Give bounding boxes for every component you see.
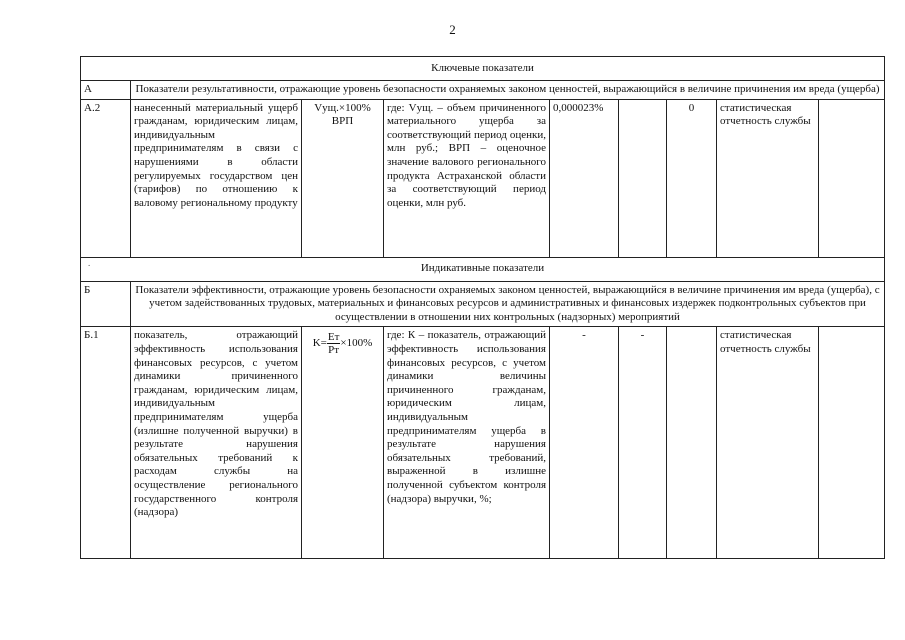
table-row-a2 xyxy=(81,99,885,257)
row-b1-formula-fraction xyxy=(327,331,341,356)
row-b1-formula-lhs: K= xyxy=(312,337,327,350)
group-row-b xyxy=(81,281,885,327)
row-a2-source: статистическая отчетность службы xyxy=(717,99,819,257)
row-a2-name: нанесенный материальный ущерб гражданам, юридическим лицам, индивидуальным предпринимателям в связи с нарушениями в области регулируемых государством цен (тарифов) по отношению к валовому региональному продукту xyxy=(131,99,302,257)
row-b1-formula-tail: ×100% xyxy=(340,337,373,350)
row-a2-formula xyxy=(302,99,384,257)
row-a2-formula-top: Vущ.×100% xyxy=(314,101,371,114)
row-b1-value1: - xyxy=(550,327,619,559)
section-key-title: Ключевые показатели xyxy=(81,57,885,81)
group-a-text: Показатели результативности, отражающие уровень безопасности охраняемых законом ценностей, выражающийся в величине причинения им вреда (ущерба) xyxy=(131,81,885,100)
row-b1-formula xyxy=(302,327,384,559)
row-b1-value2: - xyxy=(619,327,667,559)
row-b1-formula-num: Eт xyxy=(327,331,340,344)
group-b-text: Показатели эффективности, отражающие уровень безопасности охраняемых законом ценностей, выражающийся в величине причинения им вреда (ущерба), с учетом задействованных трудовых, материальных и финансовых ресурсов и административных и финансовых издержек подконтрольных субъектов при осуществлении в отношении них контрольных (надзорных) мероприятий xyxy=(131,281,885,327)
group-b-code: Б xyxy=(81,281,131,327)
table-row-b1 xyxy=(81,327,885,559)
row-a2-value1: 0,000023% xyxy=(550,99,619,257)
row-a2-value3: 0 xyxy=(667,99,717,257)
group-row-a xyxy=(81,81,885,100)
row-b1-name: показатель, отражающий эффективность использования финансовых ресурсов, с учетом динамики причиненного гражданам, юридическим лицам, индивидуальным предпринимателям ущерба (излишне полученной выручки) в результате нарушения обязательных требований к расходам службы на осуществление регионального государственного контроля (надзора) xyxy=(131,327,302,559)
row-a2-value2 xyxy=(619,99,667,257)
row-a2-code: А.2 xyxy=(81,99,131,257)
section-row-indicative xyxy=(81,257,885,281)
row-a2-empty xyxy=(819,99,885,257)
row-b1-value3 xyxy=(667,327,717,559)
group-a-code: А xyxy=(81,81,131,100)
row-a2-explanation: где: Vущ. – объем причиненного материального ущерба за соответствующий период оценки, млн руб.; ВРП – оценочное значение валового регионального продукта Астраханской области за соответствующий период оценки, млн руб. xyxy=(384,99,550,257)
indicators-table xyxy=(80,56,885,559)
page-number: 2 xyxy=(449,22,456,37)
section-row-key xyxy=(81,57,885,81)
row-a2-formula-bottom: ВРП xyxy=(331,115,354,128)
row-b1-formula-den: Pт xyxy=(328,344,340,357)
row-b1-empty xyxy=(819,327,885,559)
scan-dot: . xyxy=(88,258,91,268)
row-b1-code: Б.1 xyxy=(81,327,131,559)
section-indicative-title: Индикативные показатели xyxy=(81,257,885,281)
row-b1-source: статистическая отчетность службы xyxy=(717,327,819,559)
row-b1-explanation: где: К – показатель, отражающий эффективность использования финансовых ресурсов, с учетом динамики величины причиненного гражданам, юридическим лицам, индивидуальным предпринимателям ущерба в результате нарушения обязательных требований, выраженной в излишне полученной субъектом контроля (надзора) выручки, %; xyxy=(384,327,550,559)
